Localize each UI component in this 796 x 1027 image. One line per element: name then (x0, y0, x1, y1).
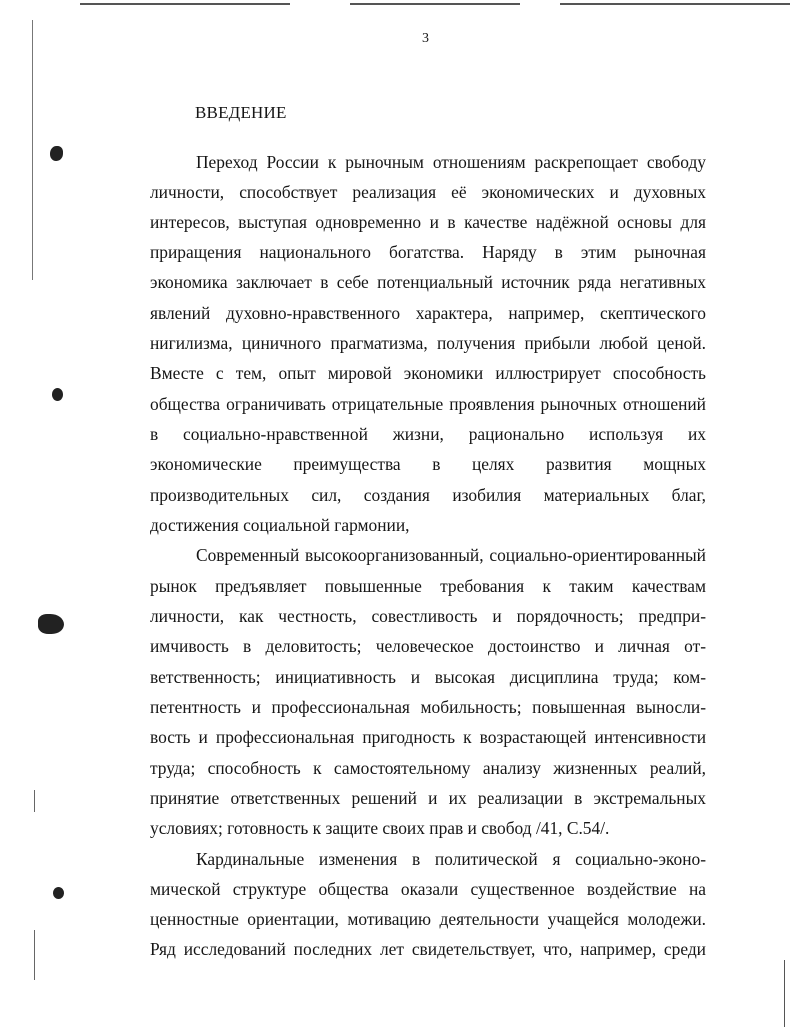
text-line: Современный высокоорганизованный, социально-ориентированный (196, 545, 706, 565)
text-line: рынок предъявляет повышенные требования к таким качествам (150, 576, 706, 596)
margin-border (784, 960, 785, 1027)
text-line: труда; способность к самостоятельному анализу жизненных реалий, (150, 758, 706, 778)
text-line: Переход России к рыночным отношениям раскрепощает свободу (196, 152, 706, 172)
punch-hole-mark (53, 887, 64, 899)
text-line: личности, способствует реализация её экономических и духовных (150, 182, 706, 202)
scan-edge-line (350, 3, 520, 5)
text-line: экономические преимущества в целях развития мощных (150, 454, 706, 474)
text-line: нигилизма, циничного прагматизма, получения прибыли любой ценой. (150, 333, 706, 353)
punch-hole-mark (50, 146, 63, 161)
punch-hole-mark (38, 614, 64, 634)
text-line: имчивость в деловитость; человеческое достоинство и личная от- (150, 636, 706, 656)
text-line: принятие ответственных решений и их реализации в экстремальных (150, 788, 706, 808)
margin-border (34, 930, 35, 980)
section-heading: ВВЕДЕНИЕ (195, 103, 287, 122)
text-line: приращения национального богатства. Наряду в этим рыночная (150, 242, 706, 262)
punch-hole-mark (52, 388, 63, 401)
text-line: условиях; готовность к защите своих прав и свобод /41, С.54/. (150, 818, 610, 838)
text-line: Вместе с тем, опыт мировой экономики иллюстрирует способность (150, 363, 706, 383)
text-line: вость и профессиональная пригодность к возрастающей интенсивности (150, 727, 706, 747)
text-line: личности, как честность, совестливость и порядочность; предпри- (150, 606, 706, 626)
margin-border (32, 20, 33, 280)
text-line: Кардинальные изменения в политической я социально-эконо- (196, 849, 706, 869)
text-line: мической структуре общества оказали существенное воздействие на (150, 879, 706, 899)
scan-edge-line (560, 3, 790, 5)
margin-border (34, 790, 35, 812)
text-line: петентность и профессиональная мобильность; повышенная выносли- (150, 697, 706, 717)
text-line: ценностные ориентации, мотивацию деятельности учащейся молодежи. (150, 909, 706, 929)
text-line: достижения социальной гармонии, (150, 515, 410, 535)
text-line: явлений духовно-нравственного характера, например, скептического (150, 303, 706, 323)
text-line: общества ограничивать отрицательные проявления рыночных отношений (150, 394, 706, 414)
text-line: интересов, выступая одновременно и в качестве надёжной основы для (150, 212, 706, 232)
text-line: Ряд исследований последних лет свидетельствует, что, например, среди (150, 939, 706, 959)
text-line: производительных сил, создания изобилия материальных благ, (150, 485, 706, 505)
page-number: 3 (422, 31, 429, 46)
text-line: экономика заключает в себе потенциальный источник ряда негативных (150, 272, 706, 292)
text-line: ветственность; инициативность и высокая дисциплина труда; ком- (150, 667, 706, 687)
text-line: в социально-нравственной жизни, рационально используя их (150, 424, 706, 444)
scan-edge-line (80, 3, 290, 5)
